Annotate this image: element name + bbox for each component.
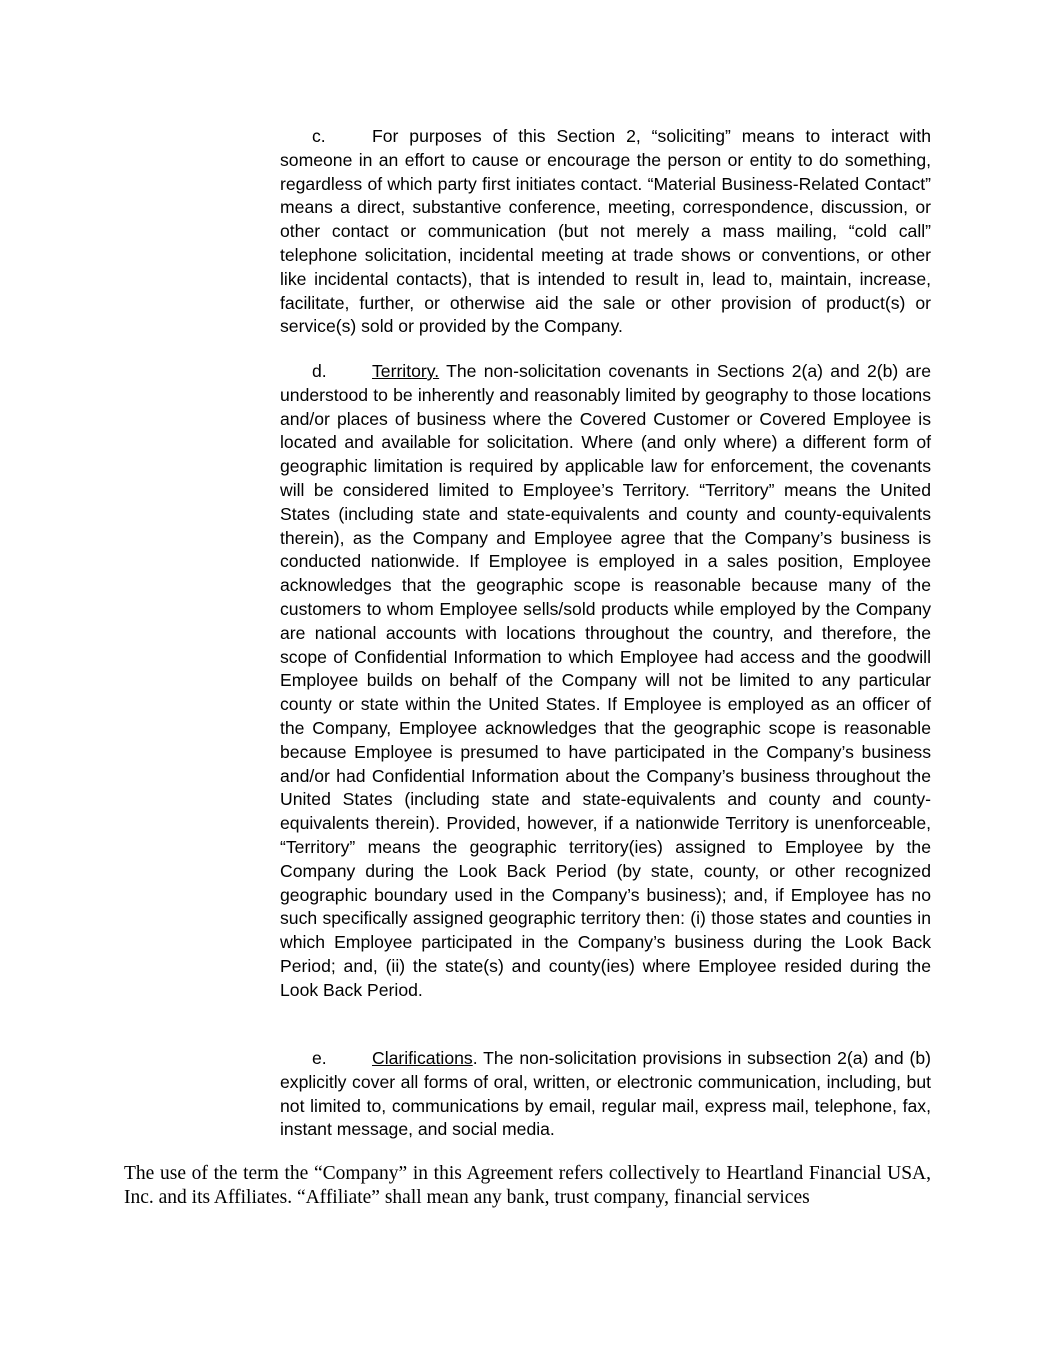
paragraph-d-text: The non-solicitation covenants in Sections 2(a) and 2(b) are understood to be inherently and reasonably limited by geography to those locations and/or places of business where the Covered Customer or Covered Employee is located and available for solicitation. Where (and only where) a different form of geographic limitation is required by applicable law for enforcement, the covenants will be considered limited to Employee’s Territory. “Territory” means the United States (including state and state-equivalents and county and county-equivalents therein), as the Company and Employee agree that the Company’s business is conducted nationwide. If Employee is employed in a sales position, Employee acknowledges that the geographic scope is reasonable because many of the customers to whom Employee sells/sold products while employed by the Company are national accounts with locations throughout the country, and therefore, the scope of Confidential Information to which Employee had access and the goodwill Employee builds on behalf of the Company will not be limited to any particular county or state within the United States. If Employee is employed as an officer of the Company, Employee acknowledges that the geographic scope is reasonable because Employee is presumed to have participated in the Company’s business and/or had Confidential Information about the Company’s business throughout the United States (including state and state-equivalents and county and county-equivalents therein). Provided, however, if a nationwide Territory is unenforceable, “Territory” means the geographic territory(ies) assigned to Employee by the Company during the Look Back Period (by state, county, or other recognized geographic boundary used in the Company’s business); and, if Employee has no such specifically assigned geographic territory then: (i) those states and counties in which Employee participated in the Company’s business during the Look Back Period; and, (ii) the state(s) and county(ies) where Employee resided during the Look Back Period. xyxy=(280,361,931,1000)
paragraph-d xyxy=(280,360,931,1003)
paragraph-c-text: For purposes of this Section 2, “soliciting” means to interact with someone in an effort to cause or encourage the person or entity to do something, regardless of which party first initiates contact. “Material Business-Related Contact” means a direct, substantive conference, meeting, correspondence, discussion, or other contact or communication (but not merely a mass mailing, “cold call” telephone solicitation, incidental meeting at trade shows or conventions, or other like incidental contacts), that is intended to result in, lead to, maintain, increase, facilitate, further, or otherwise aid the sale or other provision of product(s) or service(s) sold or provided by the Company. xyxy=(280,126,931,337)
paragraph-letter-c: c. xyxy=(312,126,326,146)
paragraph-c xyxy=(280,125,931,339)
clarifications-heading: Clarifications xyxy=(372,1048,473,1068)
paragraph-letter-d: d. xyxy=(312,361,327,381)
paragraph-letter-e: e. xyxy=(312,1048,327,1068)
paragraph-e xyxy=(280,1047,931,1142)
paragraph-e-text: . The non-solicitation provisions in subsection 2(a) and (b) explicitly cover all forms of oral, written, or electronic communication, including, but not limited to, communications by email, regular mail, express mail, telephone, fax, instant message, and social media. xyxy=(280,1048,931,1140)
company-definition-paragraph: The use of the term the “Company” in this Agreement refers collectively to Heartland Financial USA, Inc. and its Affiliates. “Affiliate” shall mean any bank, trust company, financial services xyxy=(124,1163,931,1208)
territory-heading: Territory. xyxy=(372,361,440,381)
